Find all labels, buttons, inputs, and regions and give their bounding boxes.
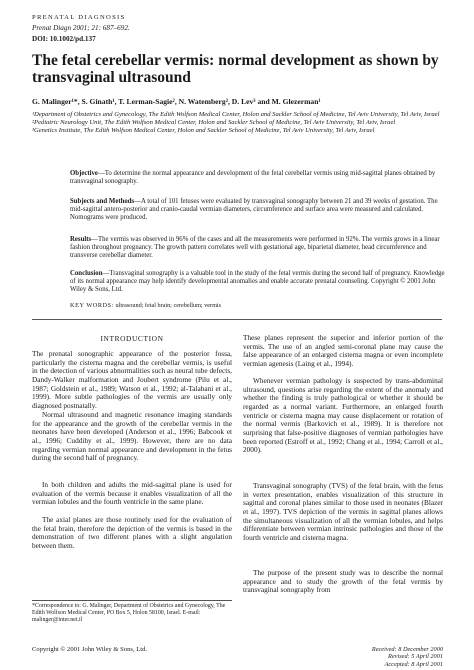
results-label: Results [70, 236, 92, 243]
correspondence-footnote: *Correspondence to: G. Malinger, Department of Obstetrics and Gynecology, The Edith Wolfson Medical Center, PO Box 5, Holon 58100, Israel. E-mail: malinger@inter.net.il [32, 603, 226, 624]
accepted-date: Accepted: 8 April 2001 [384, 660, 443, 668]
conclusion-label: Conclusion [70, 270, 103, 277]
affiliation-1: ¹Department of Obstetrics and Gynecology, The Edith Wolfson Medical Center, Holon and Sackler School of Medicine, Tel Aviv University, Tel Aviv, Israel [32, 111, 440, 118]
methods-text: —A total of 101 fetuses were evaluated by transvaginal sonography between 21 and 39 weeks of gestation. The mid-sagittal antero-posterior and cranio-caudal vermian diameters, circumference and surface area were measured and calculated. Nomograms were produced. [70, 198, 438, 222]
keywords-text: ultrasound; fetal brain; cerebellum; vermis [114, 302, 222, 309]
affiliation-3: ³Genetics Institute, The Edith Wolfson Medical Center, Holon and Sackler School of Medicine, Tel Aviv University, Tel Aviv, Israel [32, 126, 375, 134]
copyright-footer: Copyright © 2001 John Wiley & Sons, Ltd. [32, 646, 148, 653]
received-date: Received: 8 December 2000 [371, 646, 443, 653]
keywords [70, 302, 221, 309]
keywords-label: KEY WORDS: [70, 302, 114, 309]
affiliation-2: ²Pediatric Neurology Unit, The Edith Wolfson Medical Center, Holon and Sackler School of Medicine, Tel Aviv University, Tel Aviv, Israel [32, 118, 396, 126]
footnote-divider [32, 600, 232, 601]
article-title: The fetal cerebellar vermis: normal development as shown by transvaginal ultrasound [32, 52, 439, 86]
right-paragraph-3: Transvaginal sonography (TVS) of the fetal brain, with the fetus in vertex presentation, enables visualization of this structure in sagittal and coronal planes similar to those used in neonates (Blazer et al., 1997). TVS depiction of the vermis in sagittal planes allows the simultaneous visualization of all the vermian lobules, and helps differentiate between vermian intrinsic pathologies and those of the fourth ventricle and cisterna magna. [243, 481, 443, 542]
abstract-methods [70, 198, 450, 223]
doi-line: DOI: 10.1002/pd.137 [32, 35, 96, 43]
right-paragraph-4: The purpose of the present study was to describe the normal appearance and to study the growth of the fetal vermis by transvaginal sonography from [243, 568, 443, 595]
intro-paragraph-1: The prenatal sonographic appearance of the posterior fossa, particularly the cisterna magna and the cerebellar vermis, is useful in the detection of various abnormalities such as neural tube defects, Dandy-Walker malformation and Joubert syndrome (Pilu et al., 1987; Goldstein et al., 1989; Watson et al., 1992; al-Talabani et al., 1999). More subtle pathologies of the vermis are usually only diagnosed postnatally. [32, 349, 232, 410]
author-list: G. Malinger¹*, S. Ginath¹, T. Lerman-Sagie², N. Watemberg², D. Lev³ and M. Glezerman¹ [32, 97, 321, 106]
citation-line: Prenat Diagn 2001; 21: 687–692. [32, 24, 130, 32]
right-paragraph-1: These planes represent the superior and inferior portion of the vermis. The use of an angled semi-coronal plane may cause the false appearance of an enlarged cisterna magna or even incomplete vermian agenesis (Laing et al., 1994). [243, 333, 443, 368]
methods-label: Subjects and Methods [70, 198, 135, 205]
affiliations [32, 111, 452, 135]
abstract-results [70, 236, 450, 261]
revised-date: Revised: 5 April 2001 [388, 653, 443, 661]
objective-text: —To determine the normal appearance and development of the fetal cerebellar vermis using mid-sagittal planes obtained by transvaginal sonography. [70, 170, 436, 186]
abstract-conclusion [70, 270, 450, 295]
results-text: —The vermis was observed in 96% of the cases and all the measurements were performed in 92%. The vermis grows in a linear fashion throughout pregnancy. The growth pattern correlates well with gestational age, biparietal diameter, head circumference and transverse cerebellar diameter. [70, 236, 440, 260]
conclusion-text: —Transvaginal sonography is a valuable tool in the study of the fetal vermis during the second half of pregnancy. Knowledge of its normal appearance may help identify developmental anomalies and enable accurate prenatal counseling. Copyright © 2001 John Wiley & Sons, Ltd. [70, 270, 445, 294]
objective-label: Objective [70, 170, 98, 177]
section-divider [32, 319, 442, 320]
article-dates [340, 646, 443, 668]
intro-paragraph-4: The axial planes are those routinely used for the evaluation of the fetal brain, therefore the depiction of the vermis is based in the demonstration of two different planes with a slight angulation between them. [32, 515, 232, 550]
intro-paragraph-2: Normal ultrasound and magnetic resonance imaging standards for the appearance and the growth of the cerebellar vermis in the neonates have been developed (Anderson et al., 1996; Babcook et al., 1996; Cuddihy et al., 1999). However, there are no data regarding vermian normal appearance and development in the fetus during the second half of pregnancy. [32, 410, 232, 463]
intro-paragraph-3: In both children and adults the mid-sagittal plane is used for evaluation of the vermis because it enables visualization of all the vermian lobules and the fourth ventricle in the same plane. [32, 480, 232, 507]
journal-name: PRENATAL DIAGNOSIS [32, 14, 126, 21]
abstract-objective [70, 170, 450, 186]
right-paragraph-2: Whenever vermian pathology is suspected by trans-abdominal ultrasound, questions arise regarding the extent of the anomaly and whether the finding is truly pathological or whether it should be regarded as a normal variant. Furthermore, an enlarged fourth ventricle or cisterna magna may cause displacement or rotation of the normal vermis (Barkovich et al., 1989). It is therefore not surprising that false-positive diagnoses of vermian pathologies have been reported (Estroff et al., 1992; Chang et al., 1994; Carroll et al., 2000). [243, 376, 443, 455]
introduction-heading: INTRODUCTION [100, 334, 164, 343]
